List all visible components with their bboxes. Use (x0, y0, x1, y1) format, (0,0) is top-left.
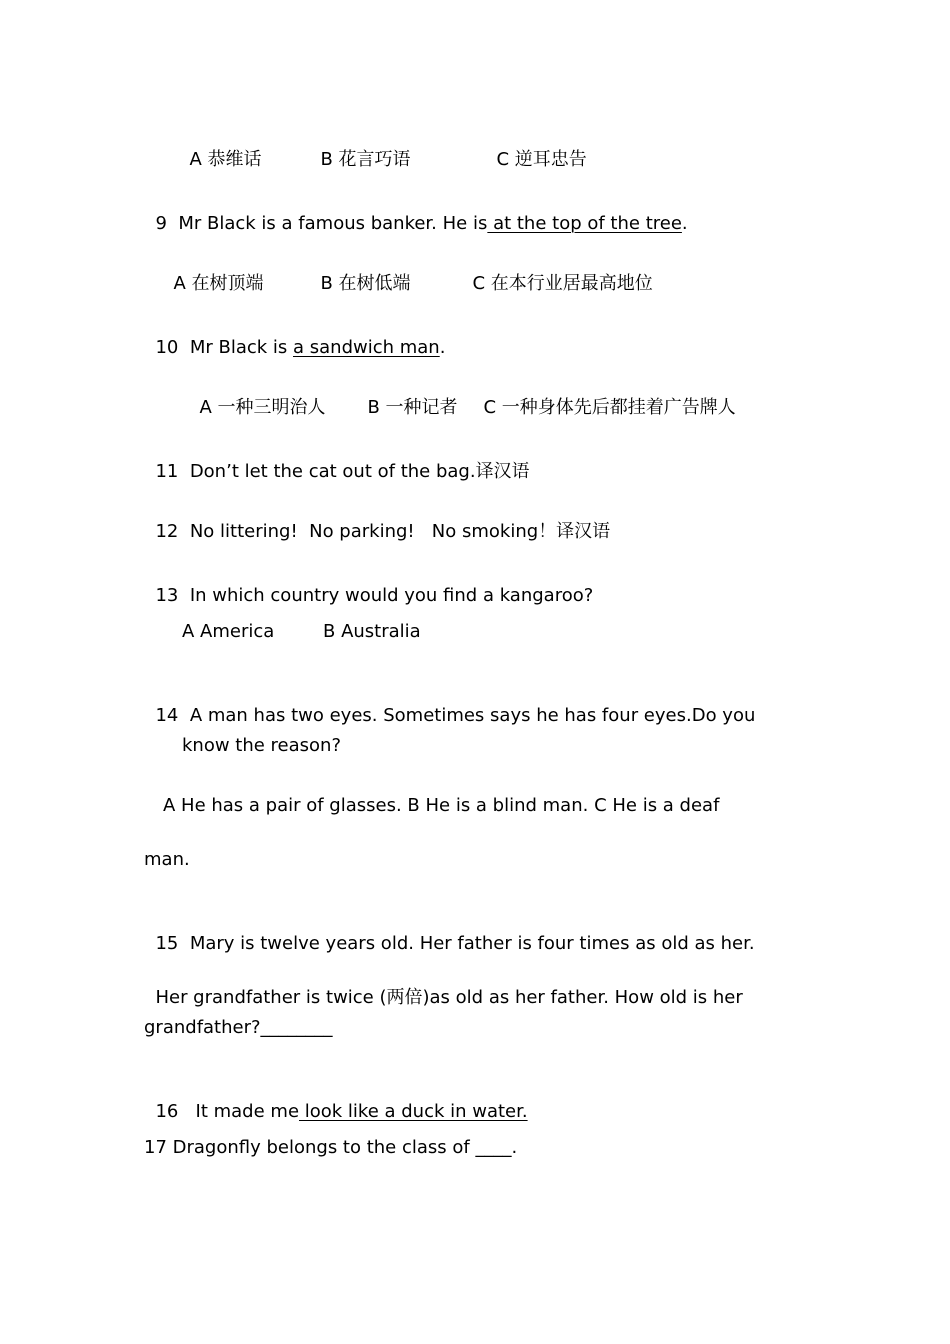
q10-question: 10 Mr Black is a sandwich man. (155, 337, 446, 358)
q14-options-cont: man. (144, 849, 190, 870)
q13-option-a: A America (182, 621, 275, 642)
q9-question: 9 Mr Black is a famous banker. He is at the top of the tree. (155, 213, 688, 234)
question-number: 9 (155, 213, 167, 234)
q16-question: 16 It made me look like a duck in water. (155, 1101, 528, 1122)
q17-question: 17 Dragonfly belongs to the class of ____. (144, 1137, 518, 1158)
q12-question: 12 No littering! No parking! No smoking！译汉语 (155, 521, 611, 542)
q8-option-b: B 花言巧语 (320, 149, 411, 170)
question-number: 12 (155, 521, 179, 542)
question-number: 10 (155, 337, 179, 358)
q9-option-c: C 在本行业居最高地位 (472, 273, 653, 294)
underlined-phrase: a sandwich man (293, 337, 440, 358)
q14-options: A He has a pair of glasses. B He is a blind man. C He is a deaf (163, 795, 720, 816)
q10-option-c: C 一种身体先后都挂着广告牌人 (483, 397, 736, 418)
q10-option-b: B 一种记者 (367, 397, 458, 418)
question-number: 11 (155, 461, 179, 482)
q15-question-line2: Her grandfather is twice (两倍)as old as her father. How old is her (155, 987, 743, 1008)
q15-question: 15 Mary is twelve years old. Her father is four times as old as her. (155, 933, 755, 954)
q8-option-c: C 逆耳忠告 (496, 149, 587, 170)
question-number: 13 (155, 585, 179, 606)
q14-question-cont: know the reason? (182, 735, 342, 756)
instruction-note: ！译汉语 (538, 521, 611, 542)
question-number: 15 (155, 933, 179, 954)
q15-question-line3: grandfather?________ (144, 1017, 333, 1038)
question-number: 16 (155, 1101, 179, 1122)
q13-option-b: B Australia (323, 621, 421, 642)
question-number: 14 (155, 705, 179, 726)
underlined-phrase: at the top of the tree (487, 213, 682, 234)
q11-question: 11 Don’t let the cat out of the bag.译汉语 (155, 461, 530, 482)
instruction-note: 译汉语 (475, 461, 530, 482)
q13-question: 13 In which country would you find a kangaroo? (155, 585, 594, 606)
q8-option-a: A 恭维话 (189, 149, 262, 170)
q10-option-a: A 一种三明治人 (199, 397, 326, 418)
underlined-phrase: look like a duck in water. (299, 1101, 528, 1122)
q9-option-b: B 在树低端 (320, 273, 411, 294)
q9-option-a: A 在树顶端 (173, 273, 264, 294)
q14-question: 14 A man has two eyes. Sometimes says he has four eyes.Do you (155, 705, 756, 726)
